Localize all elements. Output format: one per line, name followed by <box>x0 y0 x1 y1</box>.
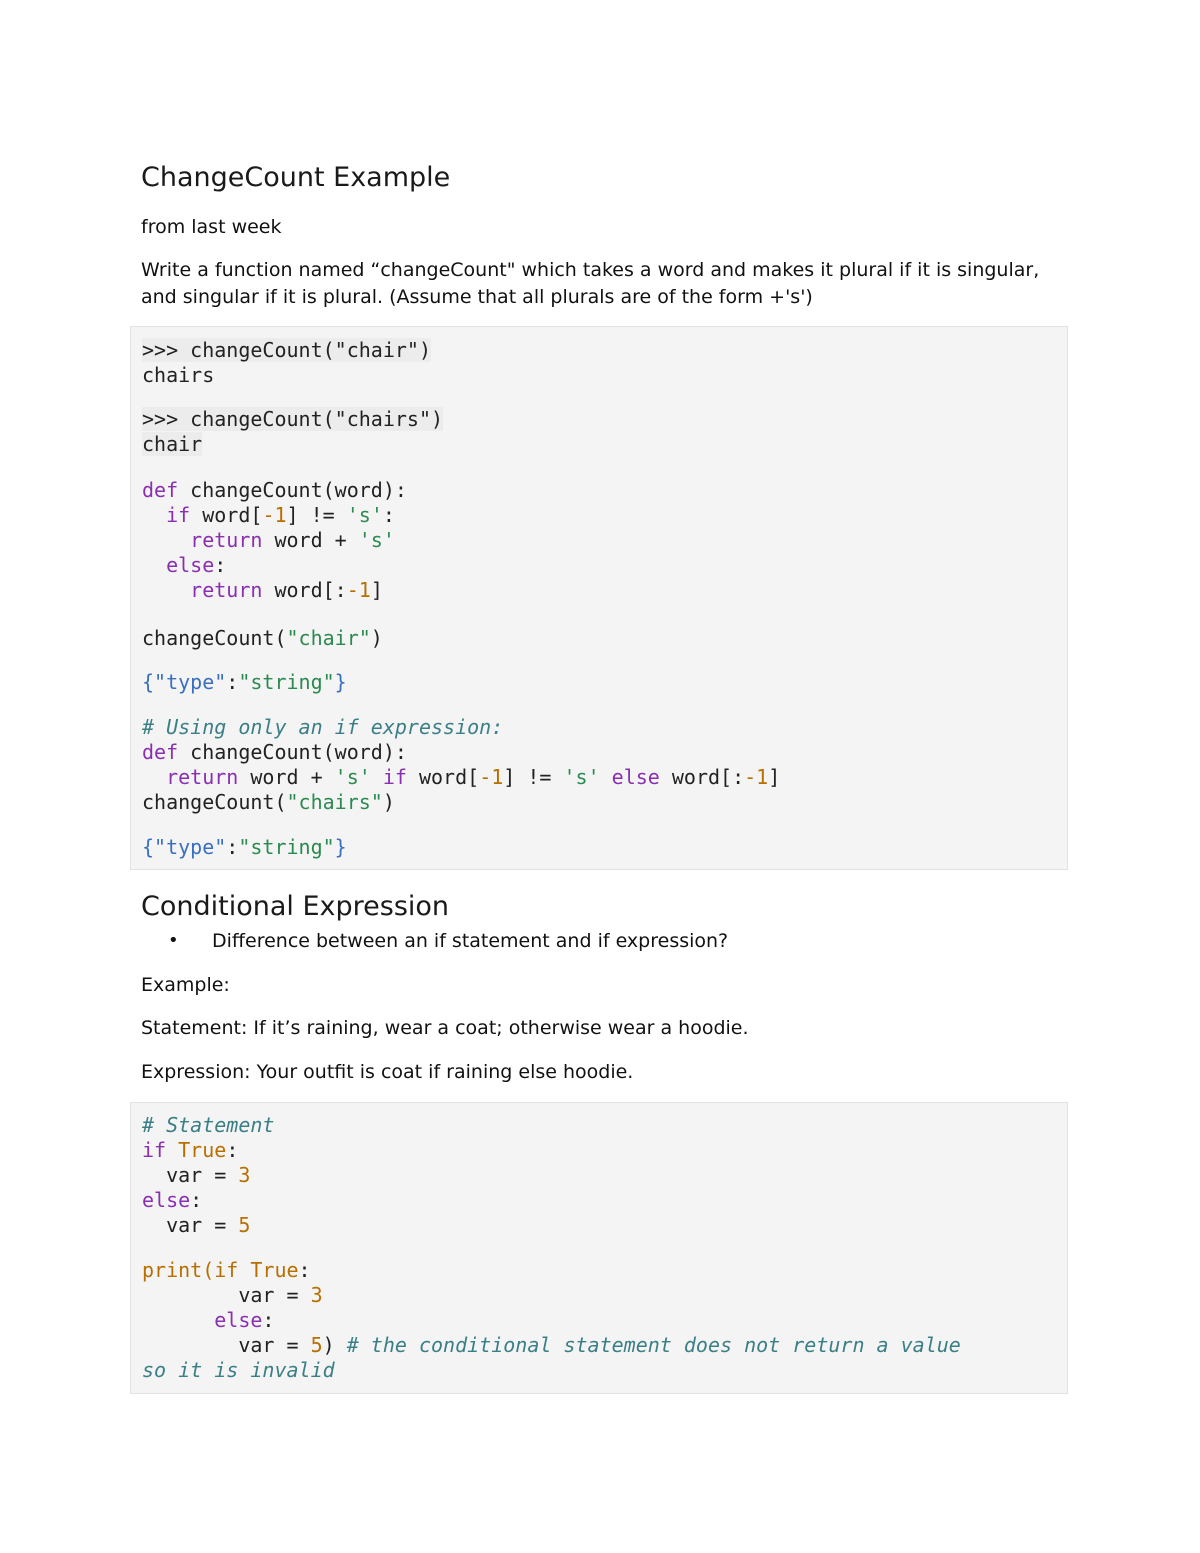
subtitle: from last week <box>141 216 282 238</box>
code-line: else: <box>166 553 227 577</box>
code-line: else: <box>142 1188 203 1212</box>
code-line: return word + 's' <box>190 528 395 552</box>
code-line: var = 5 <box>142 1213 251 1237</box>
example-label: Example: <box>141 974 230 996</box>
section-title: Conditional Expression <box>141 891 450 922</box>
code-line: var = 5) # the conditional statement does not return a value <box>142 1333 961 1357</box>
instructions-line-2: and singular if it is plural. (Assume that all plurals are of the form +'s') <box>141 286 813 308</box>
code-block-change-count <box>130 326 1068 870</box>
code-line: def changeCount(word): <box>142 478 407 502</box>
code-block-statement <box>130 1102 1068 1394</box>
code-line: print(if True: <box>142 1258 311 1282</box>
expression-text: Expression: Your outfit is coat if raining else hoodie. <box>141 1061 634 1083</box>
code-line: changeCount("chair") <box>142 626 383 650</box>
page-title: ChangeCount Example <box>141 162 451 193</box>
code-line: var = 3 <box>142 1163 251 1187</box>
code-line: def changeCount(word): <box>142 740 407 764</box>
instructions-line-1: Write a function named “changeCount" which takes a word and makes it plural if it is singular, <box>141 259 1040 281</box>
code-output: {"type":"string"} <box>142 835 347 859</box>
code-line: return word + 's' if word[-1] != 's' else word[:-1] <box>166 765 781 789</box>
bullet-text: Difference between an if statement and if expression? <box>212 930 729 952</box>
code-line: else: <box>214 1308 275 1332</box>
bullet-icon: • <box>168 930 179 951</box>
code-line: if True: <box>142 1138 239 1162</box>
code-line: return word[:-1] <box>190 578 383 602</box>
code-line: if word[-1] != 's': <box>166 503 395 527</box>
code-comment: # Statement <box>142 1113 275 1137</box>
code-line: changeCount("chairs") <box>142 790 395 814</box>
code-line: var = 3 <box>142 1283 323 1307</box>
statement-text: Statement: If it’s raining, wear a coat; otherwise wear a hoodie. <box>141 1017 749 1039</box>
code-line: >>> changeCount("chair") <box>142 338 431 362</box>
code-line: >>> changeCount("chairs") <box>142 407 444 431</box>
code-comment: # Using only an if expression: <box>142 715 504 739</box>
code-line: chair <box>142 432 203 456</box>
code-output: {"type":"string"} <box>142 670 347 694</box>
code-line: chairs <box>142 363 215 387</box>
code-comment: so it is invalid <box>142 1358 335 1382</box>
